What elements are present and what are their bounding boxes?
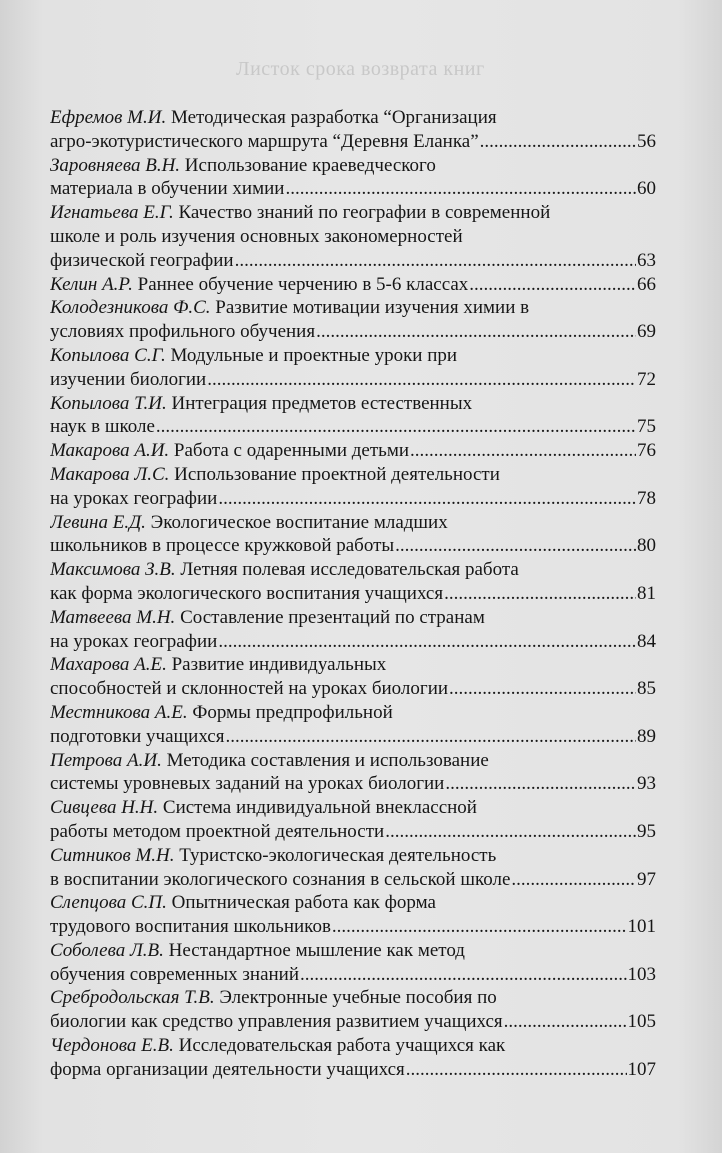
- toc-title-text: форма организации деятельности учащихся: [50, 1058, 405, 1080]
- toc-author: Махарова А.Е.: [50, 654, 167, 676]
- toc-entry: [50, 986, 656, 1034]
- toc-entry: [50, 392, 656, 440]
- toc-entry-line: [50, 1010, 656, 1034]
- toc-entry-line: [50, 891, 656, 915]
- toc-title-text: изучении биологии: [50, 368, 207, 390]
- toc-page-number: 78: [637, 487, 656, 509]
- dot-leader: [406, 1058, 627, 1082]
- dot-leader: [480, 130, 636, 154]
- dot-leader: [511, 868, 636, 892]
- toc-entry: [50, 844, 656, 892]
- dot-leader: [449, 677, 636, 701]
- dot-leader: [218, 630, 636, 654]
- toc-author: Чердонова Е.В.: [50, 1035, 174, 1057]
- toc-title-text: биологии как средство управления развитием учащихся: [50, 1011, 503, 1033]
- toc-entry-line: [50, 915, 656, 939]
- toc-entry-line: [50, 154, 656, 178]
- toc-entry: [50, 701, 656, 749]
- toc-entry-line: [50, 177, 656, 201]
- toc-author: Ситников М.Н.: [50, 844, 175, 866]
- toc-entry-line: [50, 606, 656, 630]
- toc-page-number: 85: [637, 678, 656, 700]
- toc-title-text: Методика составления и использование: [166, 749, 489, 771]
- dot-leader: [395, 534, 636, 558]
- toc-entry-line: [50, 201, 656, 225]
- toc-entry-line: [50, 653, 656, 677]
- dot-leader: [504, 1010, 627, 1034]
- toc-title-text: системы уровневых заданий на уроках биологии: [50, 773, 445, 795]
- toc-page-number: 60: [637, 178, 656, 200]
- dot-leader: [235, 249, 636, 273]
- toc-title-text: Составление презентаций по странам: [180, 606, 485, 628]
- toc-title-text: Раннее обучение черчению в 5-6 классах: [137, 273, 469, 295]
- toc-entry: [50, 296, 656, 344]
- toc-page-number: 75: [637, 416, 656, 438]
- dot-leader: [218, 487, 636, 511]
- dot-leader: [444, 582, 636, 606]
- toc-page-number: 107: [627, 1058, 656, 1080]
- toc-author: Макарова Л.С.: [50, 463, 170, 485]
- toc-entry: [50, 558, 656, 606]
- toc-page-number: 80: [637, 535, 656, 557]
- toc-author: Сребродольская Т.В.: [50, 987, 215, 1009]
- toc-page-number: 63: [637, 249, 656, 271]
- toc-entry-line: [50, 1058, 656, 1082]
- toc-author: Матвеева М.Н.: [50, 606, 176, 628]
- toc-title-text: Экологическое воспитание младших: [150, 511, 448, 533]
- toc-title-text: подготовки учащихся: [50, 725, 225, 747]
- toc-title-text: Интеграция предметов естественных: [171, 392, 473, 414]
- toc-entry-line: [50, 986, 656, 1010]
- toc-entry-line: [50, 868, 656, 892]
- toc-entry-line: [50, 320, 656, 344]
- toc-page-number: 101: [627, 916, 656, 938]
- dot-leader: [300, 963, 626, 987]
- toc-title-text: работы методом проектной деятельности: [50, 820, 385, 842]
- toc-entry: [50, 201, 656, 272]
- dot-leader: [285, 177, 636, 201]
- toc-title-text: Развитие мотивации изучения химии в: [215, 297, 530, 319]
- toc-title-text: в воспитании экологического сознания в сельской школе: [50, 868, 511, 890]
- toc-page-number: 97: [637, 868, 656, 890]
- toc-entry: [50, 653, 656, 701]
- toc-page-number: 103: [627, 963, 656, 985]
- toc-title-text: Развитие индивидуальных: [171, 654, 387, 676]
- dot-leader: [445, 772, 636, 796]
- toc-entry-line: [50, 106, 656, 130]
- toc-title-text: на уроках географии: [50, 630, 218, 652]
- toc-entry-line: [50, 844, 656, 868]
- toc-author: Ефремов М.И.: [50, 107, 167, 128]
- toc-author: Слепцова С.П.: [50, 892, 167, 914]
- toc-title-text: Использование краеведческого: [184, 154, 436, 176]
- dot-leader: [225, 725, 636, 749]
- toc-author: Сивцева Н.Н.: [50, 797, 159, 819]
- toc-title-text: Туристско-экологическая деятельность: [179, 844, 497, 866]
- toc-title-text: физической географии: [50, 249, 234, 271]
- toc-title-text: материала в обучении химии: [50, 178, 285, 200]
- toc-author: Копылова Т.И.: [50, 392, 167, 414]
- dot-leader: [385, 820, 636, 844]
- toc-entry: [50, 273, 656, 297]
- toc-entry-line: [50, 1034, 656, 1058]
- toc-entry: [50, 439, 656, 463]
- toc-author: Петрова А.И.: [50, 749, 162, 771]
- toc-entry-line: [50, 130, 656, 154]
- toc-author: Макарова А.И.: [50, 440, 170, 462]
- toc-entry-line: [50, 511, 656, 535]
- toc-page-number: 69: [637, 321, 656, 343]
- toc-entry-line: [50, 368, 656, 392]
- toc-entry: [50, 796, 656, 844]
- toc-page-number: 105: [627, 1011, 656, 1033]
- bleed-through-heading: Листок срока возврата книг: [236, 58, 485, 80]
- toc-title-text: трудового воспитания школьников: [50, 916, 331, 938]
- toc-entry-line: [50, 772, 656, 796]
- toc-title-text: Работа с одаренными детьми: [173, 440, 410, 462]
- toc-entry: [50, 463, 656, 511]
- toc-page-number: 72: [637, 368, 656, 390]
- toc-entry: [50, 106, 656, 154]
- toc-entry-line: [50, 749, 656, 773]
- toc-entry-line: [50, 630, 656, 654]
- toc-entry-line: [50, 582, 656, 606]
- toc-author: Келин А.Р.: [50, 273, 133, 295]
- toc-title-text: обучения современных знаний: [50, 963, 300, 985]
- toc-title-text: Формы предпрофильной: [192, 701, 393, 723]
- toc-title-text: как форма экологического воспитания учащихся: [50, 582, 444, 604]
- dot-leader: [332, 915, 627, 939]
- dot-leader: [316, 320, 636, 344]
- toc-entry: [50, 939, 656, 987]
- toc-title-text: школе и роль изучения основных закономерностей: [50, 225, 463, 247]
- toc-entry-line: [50, 558, 656, 582]
- toc-entry-line: [50, 296, 656, 320]
- toc-author: Заровняева В.Н.: [50, 154, 181, 176]
- toc-entry-line: [50, 534, 656, 558]
- table-of-contents: [50, 106, 656, 1082]
- toc-author: Соболева Л.В.: [50, 939, 164, 961]
- toc-title-text: Исследовательская работа учащихся как: [178, 1035, 506, 1057]
- toc-title-text: наук в школе: [50, 416, 155, 438]
- toc-title-text: способностей и склонностей на уроках биологии: [50, 678, 449, 700]
- toc-entry-line: [50, 820, 656, 844]
- toc-author: Левина Е.Д.: [50, 511, 146, 533]
- toc-author: Колодезникова Ф.С.: [50, 297, 211, 319]
- toc-entry-line: [50, 273, 656, 297]
- toc-author: Игнатьева Е.Г.: [50, 202, 174, 224]
- toc-title-text: Методическая разработка “Организация: [170, 107, 497, 128]
- toc-entry: [50, 749, 656, 797]
- toc-title-text: на уроках географии: [50, 487, 218, 509]
- toc-page-number: 81: [637, 582, 656, 604]
- toc-entry-line: [50, 249, 656, 273]
- dot-leader: [207, 368, 636, 392]
- dot-leader: [156, 415, 636, 439]
- toc-page-number: 76: [637, 440, 656, 462]
- toc-entry-line: [50, 225, 656, 249]
- toc-title-text: Модульные и проектные уроки при: [170, 344, 458, 366]
- toc-entry-line: [50, 463, 656, 487]
- toc-entry-line: [50, 677, 656, 701]
- toc-page-number: 84: [637, 630, 656, 652]
- toc-entry-line: [50, 415, 656, 439]
- toc-entry: [50, 606, 656, 654]
- toc-entry-line: [50, 725, 656, 749]
- toc-entry: [50, 511, 656, 559]
- dot-leader: [469, 273, 636, 297]
- toc-page-number: 66: [637, 273, 656, 295]
- toc-author: Копылова С.Г.: [50, 344, 166, 366]
- toc-entry-line: [50, 939, 656, 963]
- toc-title-text: Система индивидуальной внеклассной: [162, 797, 477, 819]
- toc-title-text: Нестандартное мышление как метод: [168, 939, 465, 961]
- toc-entry-line: [50, 487, 656, 511]
- toc-title-text: Электронные учебные пособия по: [219, 987, 497, 1009]
- toc-entry: [50, 1034, 656, 1082]
- toc-entry: [50, 154, 656, 202]
- toc-title-text: агро-экотуристического маршрута “Деревня Еланка”: [50, 130, 479, 152]
- toc-title-text: Опытническая работа как форма: [171, 892, 436, 914]
- toc-title-text: Качество знаний по географии в современной: [178, 202, 551, 224]
- toc-entry-line: [50, 392, 656, 416]
- toc-entry: [50, 891, 656, 939]
- toc-page-number: 93: [637, 773, 656, 795]
- toc-page-number: 95: [637, 820, 656, 842]
- toc-title-text: школьников в процессе кружковой работы: [50, 535, 395, 557]
- toc-entry-line: [50, 701, 656, 725]
- toc-author: Максимова З.В.: [50, 559, 176, 581]
- toc-entry-line: [50, 963, 656, 987]
- toc-title-text: условиях профильного обучения: [50, 321, 316, 343]
- toc-entry-line: [50, 344, 656, 368]
- toc-entry-line: [50, 439, 656, 463]
- toc-page-number: 56: [637, 130, 656, 152]
- toc-entry-line: [50, 796, 656, 820]
- toc-author: Местникова А.Е.: [50, 701, 188, 723]
- toc-title-text: Использование проектной деятельности: [174, 463, 500, 485]
- toc-page-number: 89: [637, 725, 656, 747]
- toc-entry: [50, 344, 656, 392]
- dot-leader: [410, 439, 636, 463]
- toc-title-text: Летняя полевая исследовательская работа: [180, 559, 519, 581]
